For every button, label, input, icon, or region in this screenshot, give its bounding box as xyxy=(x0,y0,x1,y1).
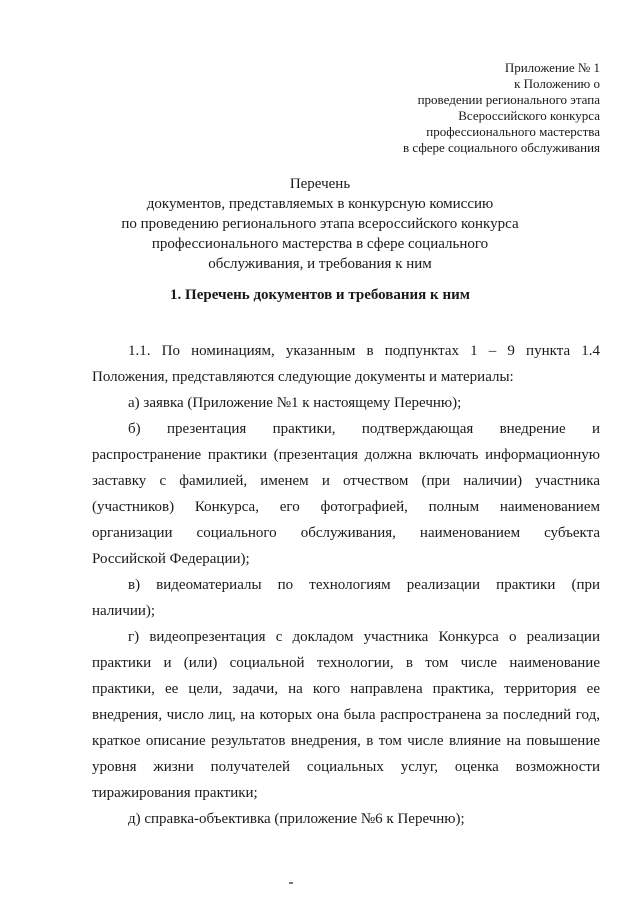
paragraph-line: практики и (или) социальной технологии, в том числе наименование xyxy=(92,655,600,671)
paragraph-line: (участников) Конкурса, его фотографией, полным наименованием xyxy=(92,499,600,515)
paragraph-line: распространение практики (презентация должна включать информационную xyxy=(92,447,600,463)
list-item-d: д) справка-объективка (приложение №6 к Перечню); xyxy=(128,811,465,827)
paragraph-line: тиражирования практики; xyxy=(92,785,258,801)
appendix-line: Приложение № 1 xyxy=(504,60,600,75)
paragraph-line: Российской Федерации); xyxy=(92,551,250,567)
paragraph-line: уровня жизни получателей социальных услуг, оценка возможности xyxy=(92,759,600,775)
title-line: Перечень xyxy=(289,176,351,192)
appendix-line: Всероссийского конкурса xyxy=(458,108,600,123)
page-number-mark xyxy=(289,882,293,884)
paragraph-line: Положения, представляются следующие документы и материалы: xyxy=(92,369,514,385)
list-item-b: б) презентация практики, подтверждающая внедрение и xyxy=(128,421,600,437)
list-item-g: г) видеопрезентация с докладом участника Конкурса о реализации xyxy=(128,629,600,645)
title-line: профессионального мастерства в сфере социального xyxy=(151,236,489,252)
list-item-v: в) видеоматериалы по технологиям реализации практики (при xyxy=(128,577,600,593)
appendix-reference xyxy=(300,60,600,156)
appendix-line: в сфере социального обслуживания xyxy=(403,140,600,155)
title-line: по проведению регионального этапа всероссийского конкурса xyxy=(121,216,519,232)
appendix-line: к Положению о xyxy=(514,76,600,91)
list-item-a: а) заявка (Приложение №1 к настоящему Перечню); xyxy=(128,395,462,411)
paragraph-line: наличии); xyxy=(92,603,156,619)
paragraph-line: практики, ее цели, задачи, на кого направлена практика, территория ее xyxy=(92,681,600,697)
appendix-line: профессионального мастерства xyxy=(426,124,600,139)
paragraph-line: заставку с фамилией, именем и отчеством (при наличии) участника xyxy=(92,473,600,489)
appendix-line: проведении регионального этапа xyxy=(417,92,600,107)
paragraph-line: организации социального обслуживания, наименованием субъекта xyxy=(92,525,600,541)
document-title xyxy=(60,174,580,274)
paragraph-line: краткое описание результатов внедрения, в том числе влияние на повышение xyxy=(92,733,600,749)
paragraph-line: внедрения, число лиц, на которых она была распространена за последний год, xyxy=(92,707,600,723)
section-heading: 1. Перечень документов и требования к ним xyxy=(170,287,470,303)
paragraph-line: 1.1. По номинациям, указанным в подпунктах 1 – 9 пункта 1.4 xyxy=(128,343,600,359)
title-line: обслуживания, и требования к ним xyxy=(208,256,432,272)
title-line: документов, представляемых в конкурсную комиссию xyxy=(146,196,494,212)
body-text xyxy=(92,338,600,832)
